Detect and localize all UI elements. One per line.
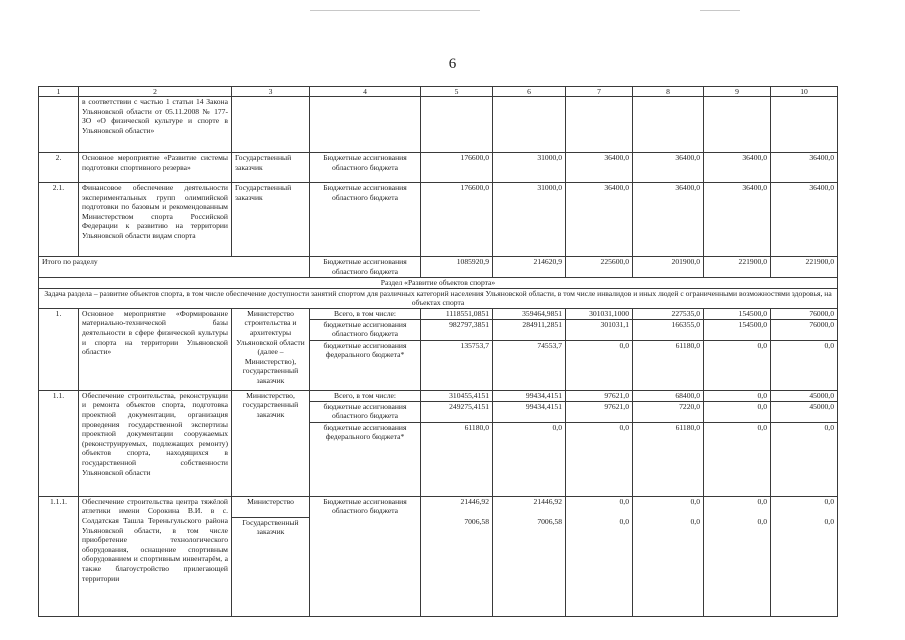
value-year: 31000,0 (493, 183, 566, 257)
measure-description: Финансовое обеспечение деятельности экспериментальных групп олимпийской подготовки по базовым и рекомендованным Министерством спорта Российской Федерации к развитию на территории Ульяновской области видам спорта (79, 183, 232, 257)
source-line: Всего, в том числе: (334, 390, 396, 400)
measure-description: Обеспечение строительства, реконструкции и ремонта объектов спорта, подготовка проектной документации, организация проведения государственной экспертизы проектной документации сооружаемых (реконструируемых, подлежащих ремонту) объектов спорта, находящихся в государственной собственности Ульяновской области (79, 390, 232, 496)
value-total: 1118551,0851 982797,3851 135753,7 (421, 308, 493, 390)
section-title: Раздел «Развитие объектов спорта» (39, 278, 838, 289)
funding-source: Бюджетные ассигнования областного бюджета (310, 496, 421, 616)
value-year: 0,0 0,0 (633, 496, 704, 616)
value-total: 176600,0 (421, 183, 493, 257)
table-row (39, 153, 838, 183)
executor: Министерство строительства и архитектуры Ульяновской области (далее – Министерство), государственный заказчик (232, 308, 310, 390)
value-total: 1085920,9 (421, 257, 493, 278)
scan-artifact (310, 10, 480, 11)
section-title-row (39, 278, 838, 289)
value-year: 36400,0 (633, 153, 704, 183)
value-year: 97621,0 97621,0 0,0 (566, 390, 633, 496)
funding-source: Бюджетные ассигнования областного бюджета (310, 183, 421, 257)
value-year: 359464,9851 284911,2851 74553,7 (493, 308, 566, 390)
value-year: 36400,0 (566, 153, 633, 183)
value-year: 221900,0 (771, 257, 838, 278)
measure-description: Обеспечение строительства центра тяжёлой атлетики имени Сорокина В.И. в с. Солдатская Ташла Тереньгульского района Ульяновской области, в том числе приобретение технологического оборудования, оснащение спортивным оборудованием и спортивным инвентарём, а также благоустройство прилегающей территории (79, 496, 232, 616)
measure-description: Основное мероприятие «Развитие системы подготовки спортивного резерва» (79, 153, 232, 183)
executor-line: Министерство (247, 496, 294, 506)
row-number: 1.1.1. (39, 496, 79, 616)
value-year: 36400,0 (771, 153, 838, 183)
funding-source: Бюджетные ассигнования областного бюджета (310, 257, 421, 278)
total-label: Итого по разделу (39, 257, 310, 278)
row-number: 2.1. (39, 183, 79, 257)
value-year: 36400,0 (633, 183, 704, 257)
section-total-row (39, 257, 838, 278)
value-total: 310455,4151 249275,4151 61180,0 (421, 390, 493, 496)
value-year: 31000,0 (493, 153, 566, 183)
executor-line: Государственный заказчик (232, 517, 309, 537)
col-header: 9 (704, 87, 771, 97)
col-header: 1 (39, 87, 79, 97)
value-year: 99434,4151 99434,4151 0,0 (493, 390, 566, 496)
source-line: бюджетные ассигнования областного бюджета (310, 401, 420, 422)
column-number-row (39, 87, 838, 97)
funding-source: Бюджетные ассигнования областного бюджета (310, 153, 421, 183)
funding-source (310, 390, 421, 496)
executor: Министерство, государственный заказчик (232, 390, 310, 496)
row-number: 1. (39, 308, 79, 390)
value-year: 0,0 0,0 (771, 496, 838, 616)
value-year: 68400,0 7220,0 61180,0 (633, 390, 704, 496)
source-line: Всего, в том числе: (334, 308, 396, 318)
col-header: 8 (633, 87, 704, 97)
value-year: 36400,0 (771, 183, 838, 257)
source-line: бюджетные ассигнования областного бюджета (310, 319, 420, 340)
value-year: 45000,0 45000,0 0,0 (771, 390, 838, 496)
value-year: 21446,92 7006,58 (493, 496, 566, 616)
col-header: 5 (421, 87, 493, 97)
value-year: 201900,0 (633, 257, 704, 278)
value-total: 176600,0 (421, 153, 493, 183)
value-year: 225600,0 (566, 257, 633, 278)
source-line: бюджетные ассигнования федерального бюджета* (310, 422, 420, 442)
scan-artifact (700, 10, 740, 11)
table-row (39, 390, 838, 496)
col-header: 2 (79, 87, 232, 97)
measure-description: в соответствии с частью 1 статьи 14 Закона Ульяновской области от 05.11.2008 № 177-ЗО «О физической культуре и спорте в Ульяновской области» (79, 97, 232, 153)
row-number: 2. (39, 153, 79, 183)
row-number: 1.1. (39, 390, 79, 496)
table-row (39, 308, 838, 390)
executor (232, 496, 310, 616)
value-year: 0,0 0,0 0,0 (704, 390, 771, 496)
value-year: 214620,9 (493, 257, 566, 278)
value-year: 0,0 0,0 (704, 496, 771, 616)
executor: Государственный заказчик (232, 183, 310, 257)
table-row (39, 97, 838, 153)
col-header: 10 (771, 87, 838, 97)
source-line: бюджетные ассигнования федерального бюджета* (310, 340, 420, 360)
value-total: 21446,92 7006,58 (421, 496, 493, 616)
col-header: 7 (566, 87, 633, 97)
value-year: 76000,0 76000,0 0,0 (771, 308, 838, 390)
budget-table (38, 86, 838, 617)
col-header: 3 (232, 87, 310, 97)
col-header: 6 (493, 87, 566, 97)
table-row (39, 183, 838, 257)
measure-description: Основное мероприятие «Формирование материально-технической базы деятельности в сфере физической культуры и спорта на территории Ульяновской области» (79, 308, 232, 390)
value-year: 221900,0 (704, 257, 771, 278)
section-task-row (39, 288, 838, 308)
value-year: 301031,1000 301031,1 0,0 (566, 308, 633, 390)
value-year: 154500,0 154500,0 0,0 (704, 308, 771, 390)
executor: Государственный заказчик (232, 153, 310, 183)
value-year: 227535,0 166355,0 61180,0 (633, 308, 704, 390)
value-year: 0,0 0,0 (566, 496, 633, 616)
section-task: Задача раздела – развитие объектов спорта, в том числе обеспечение доступности занятий спортом для различных категорий населения Ульяновской области, в том числе инвалидов и иных людей с ограниченными возможностями здоровья, на объектах спорта (39, 288, 838, 308)
value-year: 36400,0 (704, 153, 771, 183)
funding-source (310, 308, 421, 390)
page-number: 6 (448, 56, 457, 72)
value-year: 36400,0 (566, 183, 633, 257)
table-row (39, 496, 838, 616)
value-year: 36400,0 (704, 183, 771, 257)
col-header: 4 (310, 87, 421, 97)
